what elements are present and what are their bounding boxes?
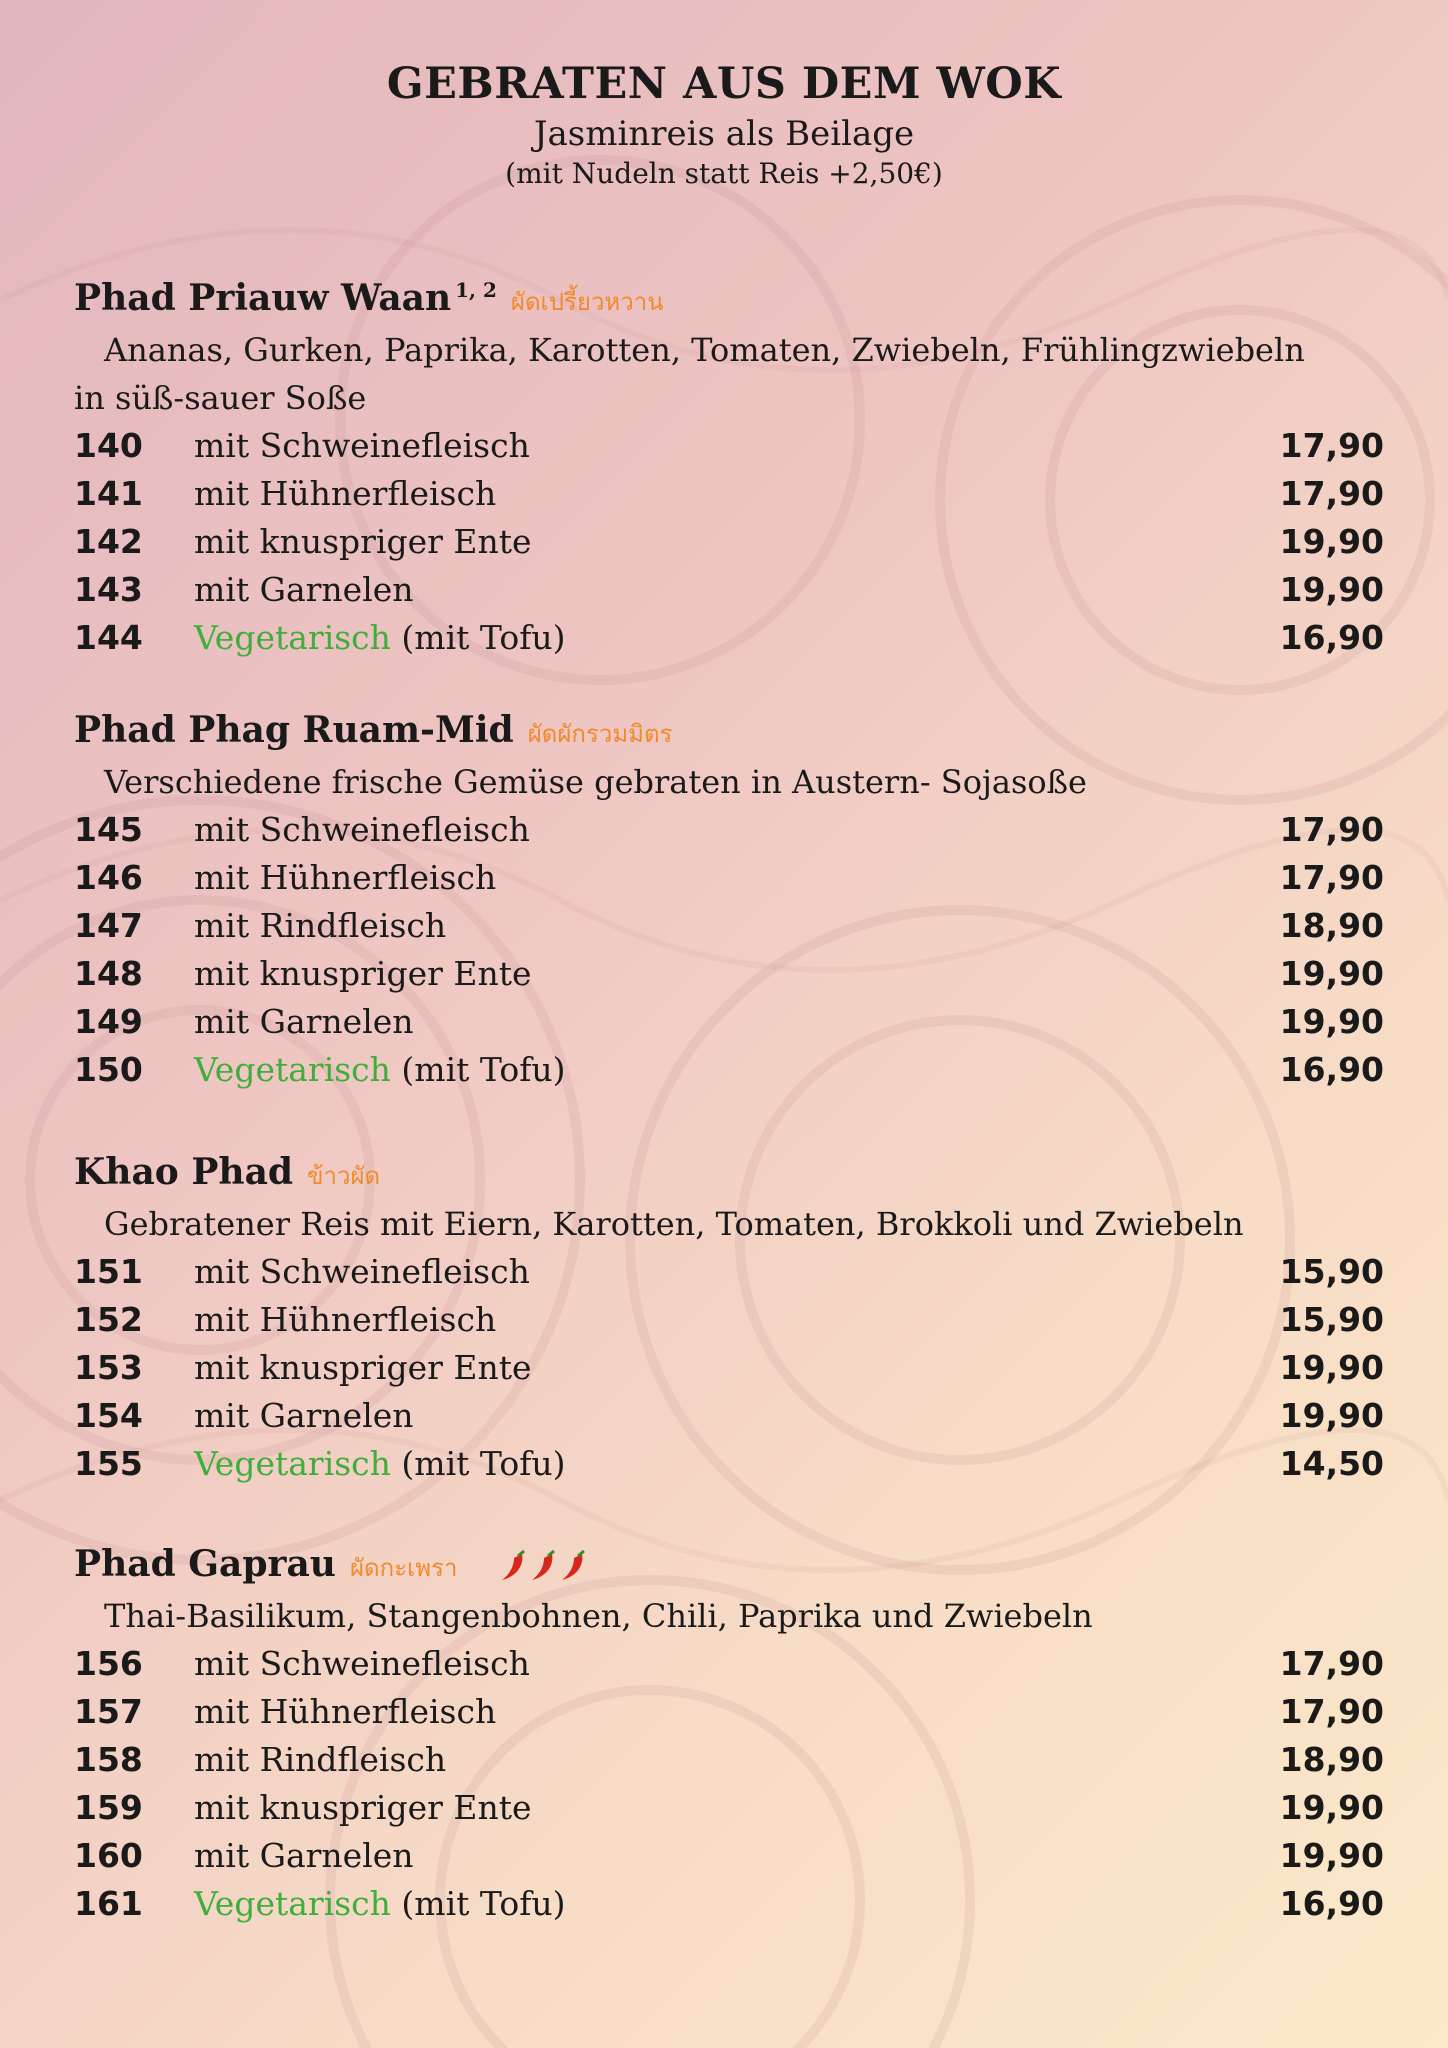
item-number: 143 bbox=[74, 570, 143, 609]
menu-header bbox=[0, 58, 1448, 192]
section-phad-phag-ruam-mid bbox=[74, 706, 1384, 1094]
item-number: 158 bbox=[74, 1740, 143, 1779]
item-label bbox=[194, 614, 566, 662]
tofu-note: (mit Tofu) bbox=[401, 1444, 566, 1483]
menu-item bbox=[74, 1736, 1384, 1784]
menu-item bbox=[74, 1344, 1384, 1392]
allergen-superscript: 1, 2 bbox=[455, 278, 497, 302]
menu-item bbox=[74, 1296, 1384, 1344]
menu-item bbox=[74, 854, 1384, 902]
section-description bbox=[74, 1592, 1384, 1640]
item-label: mit Rindfleisch bbox=[194, 906, 447, 945]
menu-item bbox=[74, 998, 1384, 1046]
item-label: mit Schweinefleisch bbox=[194, 1252, 530, 1291]
item-number: 155 bbox=[74, 1444, 143, 1483]
item-price: 19,90 bbox=[1279, 1788, 1384, 1827]
item-label: mit knuspriger Ente bbox=[194, 1348, 532, 1387]
item-price: 16,90 bbox=[1279, 1050, 1384, 1089]
item-label: mit Garnelen bbox=[194, 1396, 414, 1435]
item-price: 17,90 bbox=[1279, 1692, 1384, 1731]
item-number: 160 bbox=[74, 1836, 143, 1875]
item-price: 19,90 bbox=[1279, 954, 1384, 993]
section-phad-priauw-waan bbox=[74, 266, 1384, 662]
section-title: Khao Phad bbox=[74, 1151, 294, 1193]
menu-item bbox=[74, 614, 1384, 662]
item-label: mit Hühnerfleisch bbox=[194, 858, 497, 897]
item-number: 140 bbox=[74, 426, 143, 465]
item-number: 148 bbox=[74, 954, 143, 993]
menu-item bbox=[74, 1046, 1384, 1094]
section-description bbox=[74, 1200, 1384, 1248]
item-price: 17,90 bbox=[1279, 1644, 1384, 1683]
menu-item bbox=[74, 1880, 1384, 1928]
item-number: 144 bbox=[74, 618, 143, 657]
item-number: 157 bbox=[74, 1692, 143, 1731]
section-title: Phad Phag Ruam-Mid bbox=[74, 709, 514, 751]
item-price: 17,90 bbox=[1279, 426, 1384, 465]
item-number: 159 bbox=[74, 1788, 143, 1827]
section-description bbox=[74, 758, 1384, 806]
menu-item bbox=[74, 422, 1384, 470]
menu-item bbox=[74, 1248, 1384, 1296]
section-phad-gaprau bbox=[74, 1540, 1384, 1928]
item-price: 18,90 bbox=[1279, 906, 1384, 945]
menu-item bbox=[74, 1640, 1384, 1688]
item-price: 14,50 bbox=[1279, 1444, 1384, 1483]
menu-item bbox=[74, 518, 1384, 566]
item-price: 16,90 bbox=[1279, 618, 1384, 657]
item-price: 19,90 bbox=[1279, 1348, 1384, 1387]
thai-name: ผัดเปรี้ยวหวาน bbox=[510, 288, 664, 316]
description-line: in süß-sauer Soße bbox=[74, 379, 367, 417]
item-price: 17,90 bbox=[1279, 810, 1384, 849]
item-price: 19,90 bbox=[1279, 522, 1384, 561]
item-number: 146 bbox=[74, 858, 143, 897]
menu-item bbox=[74, 1832, 1384, 1880]
menu-item bbox=[74, 1440, 1384, 1488]
vegetarian-label: Vegetarisch bbox=[194, 1050, 391, 1089]
item-label: mit Garnelen bbox=[194, 1836, 414, 1875]
item-number: 152 bbox=[74, 1300, 143, 1339]
menu-item bbox=[74, 950, 1384, 998]
item-number: 154 bbox=[74, 1396, 143, 1435]
item-number: 141 bbox=[74, 474, 143, 513]
noodle-note: (mit Nudeln statt Reis +2,50€) bbox=[505, 157, 943, 190]
menu-item bbox=[74, 1392, 1384, 1440]
item-label: mit Garnelen bbox=[194, 1002, 414, 1041]
item-price: 19,90 bbox=[1279, 1836, 1384, 1875]
vegetarian-label: Vegetarisch bbox=[194, 618, 391, 657]
item-label: mit Hühnerfleisch bbox=[194, 1692, 497, 1731]
item-label bbox=[194, 1440, 566, 1488]
menu-item bbox=[74, 1784, 1384, 1832]
item-price: 15,90 bbox=[1279, 1252, 1384, 1291]
section-title: Phad Priauw Waan bbox=[74, 277, 452, 319]
item-number: 142 bbox=[74, 522, 143, 561]
thai-name: ข้าวผัด bbox=[307, 1162, 381, 1190]
item-price: 17,90 bbox=[1279, 858, 1384, 897]
item-price: 17,90 bbox=[1279, 474, 1384, 513]
item-price: 19,90 bbox=[1279, 1002, 1384, 1041]
item-price: 19,90 bbox=[1279, 570, 1384, 609]
item-number: 161 bbox=[74, 1884, 143, 1923]
item-price: 15,90 bbox=[1279, 1300, 1384, 1339]
item-label: mit Schweinefleisch bbox=[194, 1644, 530, 1683]
item-number: 153 bbox=[74, 1348, 143, 1387]
item-number: 147 bbox=[74, 906, 143, 945]
description-line: Ananas, Gurken, Paprika, Karotten, Tomaten, Zwiebeln, Frühlingzwiebeln bbox=[104, 331, 1305, 369]
description-line: Verschiedene frische Gemüse gebraten in Austern- Sojasoße bbox=[104, 763, 1087, 801]
menu-item bbox=[74, 470, 1384, 518]
item-label: mit Rindfleisch bbox=[194, 1740, 447, 1779]
description-line: Gebratener Reis mit Eiern, Karotten, Tomaten, Brokkoli und Zwiebeln bbox=[104, 1205, 1244, 1243]
vegetarian-label: Vegetarisch bbox=[194, 1884, 391, 1923]
tofu-note: (mit Tofu) bbox=[401, 1050, 566, 1089]
menu-item bbox=[74, 566, 1384, 614]
menu-item bbox=[74, 1688, 1384, 1736]
thai-name: ผัดกะเพรา bbox=[349, 1554, 458, 1582]
item-number: 150 bbox=[74, 1050, 143, 1089]
item-number: 145 bbox=[74, 810, 143, 849]
item-price: 19,90 bbox=[1279, 1396, 1384, 1435]
description-line: Thai-Basilikum, Stangenbohnen, Chili, Paprika und Zwiebeln bbox=[104, 1597, 1093, 1635]
vegetarian-label: Vegetarisch bbox=[194, 1444, 391, 1483]
item-number: 156 bbox=[74, 1644, 143, 1683]
item-label: mit knuspriger Ente bbox=[194, 954, 532, 993]
item-price: 18,90 bbox=[1279, 1740, 1384, 1779]
tofu-note: (mit Tofu) bbox=[401, 1884, 566, 1923]
item-label bbox=[194, 1880, 566, 1928]
tofu-note: (mit Tofu) bbox=[401, 618, 566, 657]
page-title: GEBRATEN AUS DEM WOK bbox=[386, 59, 1062, 109]
item-label: mit Hühnerfleisch bbox=[194, 1300, 497, 1339]
thai-name: ผัดผักรวมมิตร bbox=[527, 720, 673, 748]
item-label bbox=[194, 1046, 566, 1094]
item-label: mit Garnelen bbox=[194, 570, 414, 609]
section-description bbox=[74, 326, 1384, 422]
page-subtitle: Jasminreis als Beilage bbox=[533, 114, 915, 154]
item-label: mit knuspriger Ente bbox=[194, 522, 532, 561]
menu-item bbox=[74, 902, 1384, 950]
item-label: mit Schweinefleisch bbox=[194, 426, 530, 465]
section-title: Phad Gaprau bbox=[74, 1543, 336, 1585]
menu-item bbox=[74, 806, 1384, 854]
item-number: 149 bbox=[74, 1002, 143, 1041]
section-khao-phad bbox=[74, 1148, 1384, 1488]
item-label: mit knuspriger Ente bbox=[194, 1788, 532, 1827]
chili-icon bbox=[496, 1550, 592, 1584]
item-number: 151 bbox=[74, 1252, 143, 1291]
item-price: 16,90 bbox=[1279, 1884, 1384, 1923]
item-label: mit Schweinefleisch bbox=[194, 810, 530, 849]
item-label: mit Hühnerfleisch bbox=[194, 474, 497, 513]
